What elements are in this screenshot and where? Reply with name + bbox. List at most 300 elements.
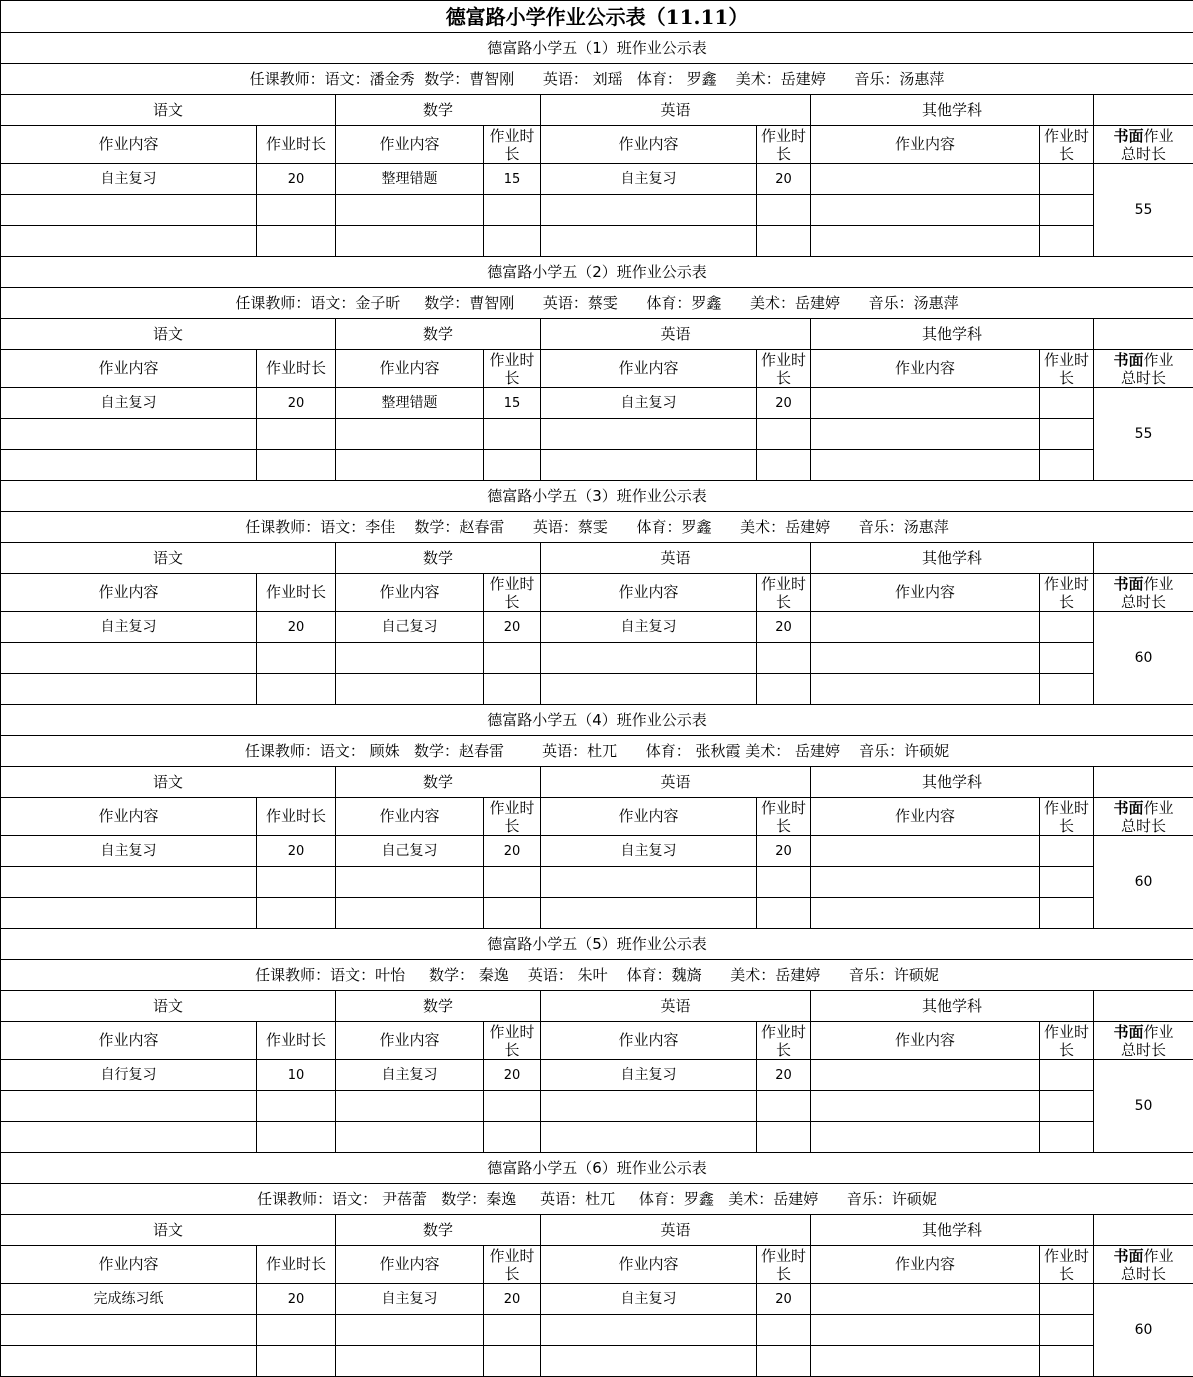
duration-top: 作业时 (489, 1247, 534, 1265)
subject-chinese: 语文 (1, 1215, 336, 1246)
duration-bottom: 长 (776, 593, 791, 611)
total-value: 60 (1094, 612, 1193, 705)
duration-bottom: 长 (504, 817, 519, 835)
subject-row (1, 319, 1193, 350)
header-total (1094, 798, 1193, 836)
subject-blank (1094, 95, 1193, 126)
duration-bottom: 长 (1059, 145, 1074, 163)
math-time: 15 (484, 164, 541, 195)
header-content: 作业内容 (336, 798, 484, 836)
header-content: 作业内容 (541, 350, 757, 388)
total-value: 60 (1094, 836, 1193, 929)
empty-cell (484, 419, 541, 450)
table-row (1, 643, 1193, 674)
header-content: 作业内容 (1, 126, 257, 164)
english-content: 自主复习 (541, 388, 757, 419)
math-content: 整理错题 (336, 164, 484, 195)
subject-english: 英语 (541, 95, 811, 126)
empty-cell (757, 643, 811, 674)
class-header-row (1, 257, 1193, 288)
column-header-row (1, 798, 1193, 836)
empty-cell (484, 643, 541, 674)
other-content (811, 612, 1040, 643)
total-rest: 作业 (1144, 575, 1174, 593)
empty-cell (757, 674, 811, 705)
empty-cell (257, 867, 336, 898)
table-row (1, 419, 1193, 450)
subject-english: 英语 (541, 319, 811, 350)
empty-cell (484, 898, 541, 929)
english-content: 自主复习 (541, 1060, 757, 1091)
empty-cell (336, 195, 484, 226)
header-content: 作业内容 (1, 798, 257, 836)
empty-cell (757, 1091, 811, 1122)
empty-cell (1040, 195, 1094, 226)
empty-cell (336, 898, 484, 929)
column-header-row (1, 574, 1193, 612)
header-content: 作业内容 (336, 126, 484, 164)
header-duration: 作业时长 (257, 126, 336, 164)
empty-cell (257, 1346, 336, 1377)
duration-bottom: 长 (1059, 817, 1074, 835)
empty-cell (811, 674, 1040, 705)
header-content: 作业内容 (811, 1246, 1040, 1284)
class-title: 德富路小学五（6）班作业公示表 (1, 1153, 1193, 1184)
header-duration-wrap (1040, 1246, 1094, 1284)
empty-cell (336, 1091, 484, 1122)
subject-math: 数学 (336, 95, 541, 126)
header-duration-wrap (484, 574, 541, 612)
empty-cell (336, 643, 484, 674)
english-time: 20 (757, 164, 811, 195)
total-bold: 书面 (1114, 127, 1144, 145)
subject-chinese: 语文 (1, 95, 336, 126)
math-time: 15 (484, 388, 541, 419)
duration-bottom: 长 (504, 1041, 519, 1059)
teachers-row (1, 960, 1193, 991)
duration-top: 作业时 (1044, 127, 1089, 145)
empty-cell (757, 1315, 811, 1346)
subject-chinese: 语文 (1, 991, 336, 1022)
class-title: 德富路小学五（4）班作业公示表 (1, 705, 1193, 736)
duration-bottom: 长 (776, 817, 791, 835)
duration-top: 作业时 (761, 799, 806, 817)
header-duration-wrap (484, 350, 541, 388)
table-row (1, 1315, 1193, 1346)
empty-cell (257, 898, 336, 929)
empty-cell (257, 1122, 336, 1153)
duration-bottom: 长 (504, 145, 519, 163)
total-bottom: 总时长 (1121, 145, 1166, 163)
subject-math: 数学 (336, 767, 541, 798)
empty-cell (1040, 226, 1094, 257)
teachers-row (1, 512, 1193, 543)
empty-cell (1, 450, 257, 481)
empty-cell (1, 1091, 257, 1122)
empty-cell (336, 226, 484, 257)
empty-cell (1040, 1346, 1094, 1377)
chinese-content: 自主复习 (1, 612, 257, 643)
duration-bottom: 长 (776, 1265, 791, 1283)
empty-cell (811, 419, 1040, 450)
empty-cell (541, 195, 757, 226)
chinese-time: 20 (257, 164, 336, 195)
subject-blank (1094, 767, 1193, 798)
english-time: 20 (757, 1060, 811, 1091)
header-duration-wrap (484, 126, 541, 164)
total-bottom: 总时长 (1121, 369, 1166, 387)
header-duration-wrap (1040, 350, 1094, 388)
empty-cell (1, 898, 257, 929)
chinese-time: 20 (257, 612, 336, 643)
total-rest: 作业 (1144, 1247, 1174, 1265)
total-value: 55 (1094, 164, 1193, 257)
chinese-time: 10 (257, 1060, 336, 1091)
table-row (1, 1122, 1193, 1153)
empty-cell (1040, 674, 1094, 705)
teachers-row (1, 288, 1193, 319)
header-duration: 作业时长 (257, 798, 336, 836)
header-content: 作业内容 (811, 798, 1040, 836)
subject-other: 其他学科 (811, 767, 1094, 798)
duration-top: 作业时 (489, 127, 534, 145)
table-row (1, 164, 1193, 195)
class-header-row (1, 33, 1193, 64)
empty-cell (541, 1315, 757, 1346)
empty-cell (336, 674, 484, 705)
other-time (1040, 836, 1094, 867)
empty-cell (257, 643, 336, 674)
empty-cell (1040, 1122, 1094, 1153)
total-rest: 作业 (1144, 127, 1174, 145)
chinese-time: 20 (257, 836, 336, 867)
empty-cell (484, 226, 541, 257)
subject-math: 数学 (336, 991, 541, 1022)
other-content (811, 164, 1040, 195)
total-bold: 书面 (1114, 575, 1144, 593)
empty-cell (1, 1346, 257, 1377)
empty-cell (336, 867, 484, 898)
empty-cell (1, 226, 257, 257)
header-duration-wrap (757, 126, 811, 164)
empty-cell (1, 195, 257, 226)
empty-cell (257, 195, 336, 226)
subject-chinese: 语文 (1, 767, 336, 798)
class-title: 德富路小学五（1）班作业公示表 (1, 33, 1193, 64)
empty-cell (811, 1346, 1040, 1377)
empty-cell (757, 898, 811, 929)
subject-english: 英语 (541, 1215, 811, 1246)
empty-cell (484, 195, 541, 226)
empty-cell (484, 1346, 541, 1377)
header-content: 作业内容 (1, 1246, 257, 1284)
english-content: 自主复习 (541, 164, 757, 195)
subject-other: 其他学科 (811, 1215, 1094, 1246)
subject-other: 其他学科 (811, 991, 1094, 1022)
empty-cell (257, 419, 336, 450)
subject-other: 其他学科 (811, 319, 1094, 350)
total-bottom: 总时长 (1121, 593, 1166, 611)
header-content: 作业内容 (1, 350, 257, 388)
table-row (1, 612, 1193, 643)
duration-top: 作业时 (1044, 1023, 1089, 1041)
empty-cell (1040, 1091, 1094, 1122)
subject-row (1, 767, 1193, 798)
table-row (1, 836, 1193, 867)
duration-top: 作业时 (761, 351, 806, 369)
empty-cell (1040, 643, 1094, 674)
math-content: 自己复习 (336, 612, 484, 643)
header-duration-wrap (1040, 1022, 1094, 1060)
class-header-row (1, 705, 1193, 736)
other-time (1040, 1284, 1094, 1315)
empty-cell (811, 1091, 1040, 1122)
empty-cell (257, 674, 336, 705)
header-content: 作业内容 (541, 798, 757, 836)
subject-row (1, 95, 1193, 126)
header-content: 作业内容 (811, 126, 1040, 164)
header-duration-wrap (757, 1246, 811, 1284)
header-duration-wrap (757, 1022, 811, 1060)
empty-cell (1040, 1315, 1094, 1346)
header-content: 作业内容 (811, 574, 1040, 612)
duration-top: 作业时 (761, 127, 806, 145)
other-content (811, 1060, 1040, 1091)
header-content: 作业内容 (811, 350, 1040, 388)
other-content (811, 1284, 1040, 1315)
subject-english: 英语 (541, 991, 811, 1022)
empty-cell (336, 1346, 484, 1377)
duration-bottom: 长 (504, 593, 519, 611)
subject-row (1, 991, 1193, 1022)
header-duration: 作业时长 (257, 1022, 336, 1060)
subject-math: 数学 (336, 319, 541, 350)
chinese-content: 自主复习 (1, 836, 257, 867)
empty-cell (757, 195, 811, 226)
empty-cell (257, 1091, 336, 1122)
chinese-content: 自行复习 (1, 1060, 257, 1091)
subject-chinese: 语文 (1, 319, 336, 350)
empty-cell (257, 450, 336, 481)
header-content: 作业内容 (1, 1022, 257, 1060)
header-duration-wrap (757, 350, 811, 388)
empty-cell (484, 1122, 541, 1153)
duration-top: 作业时 (489, 1023, 534, 1041)
total-bottom: 总时长 (1121, 817, 1166, 835)
total-bold: 书面 (1114, 1023, 1144, 1041)
english-content: 自主复习 (541, 1284, 757, 1315)
empty-cell (484, 1091, 541, 1122)
duration-top: 作业时 (1044, 351, 1089, 369)
other-time (1040, 164, 1094, 195)
teachers-row (1, 64, 1193, 95)
header-duration-wrap (757, 798, 811, 836)
table-row (1, 450, 1193, 481)
empty-cell (1040, 450, 1094, 481)
empty-cell (757, 1122, 811, 1153)
table-row (1, 1060, 1193, 1091)
subject-other: 其他学科 (811, 543, 1094, 574)
duration-top: 作业时 (489, 575, 534, 593)
teachers-line: 任课教师：语文： 尹蓓蕾 数学：秦逸 英语：杜兀 体育：罗鑫 美术：岳建婷 音乐：许硕妮 (1, 1184, 1193, 1215)
header-content: 作业内容 (541, 574, 757, 612)
math-content: 自己复习 (336, 836, 484, 867)
empty-cell (541, 450, 757, 481)
subject-blank (1094, 1215, 1193, 1246)
empty-cell (757, 226, 811, 257)
class-header-row (1, 481, 1193, 512)
empty-cell (541, 1346, 757, 1377)
header-duration-wrap (1040, 798, 1094, 836)
duration-top: 作业时 (1044, 1247, 1089, 1265)
empty-cell (811, 450, 1040, 481)
empty-cell (1, 1315, 257, 1346)
empty-cell (336, 419, 484, 450)
table-row (1, 195, 1193, 226)
duration-top: 作业时 (489, 799, 534, 817)
teachers-line: 任课教师：语文： 顾姝 数学：赵春雷 英语：杜兀 体育： 张秋霞 美术： 岳建婷 音乐：许硕妮 (1, 736, 1193, 767)
header-total (1094, 350, 1193, 388)
header-duration: 作业时长 (257, 1246, 336, 1284)
header-content: 作业内容 (1, 574, 257, 612)
total-bottom: 总时长 (1121, 1041, 1166, 1059)
header-duration-wrap (1040, 574, 1094, 612)
empty-cell (257, 226, 336, 257)
empty-cell (257, 1315, 336, 1346)
header-content: 作业内容 (336, 574, 484, 612)
math-time: 20 (484, 612, 541, 643)
empty-cell (1040, 419, 1094, 450)
table-row (1, 867, 1193, 898)
duration-bottom: 长 (1059, 593, 1074, 611)
english-time: 20 (757, 1284, 811, 1315)
subject-chinese: 语文 (1, 543, 336, 574)
column-header-row (1, 1246, 1193, 1284)
empty-cell (541, 867, 757, 898)
header-content: 作业内容 (541, 126, 757, 164)
empty-cell (541, 898, 757, 929)
empty-cell (484, 450, 541, 481)
header-total (1094, 574, 1193, 612)
empty-cell (757, 419, 811, 450)
table-row (1, 226, 1193, 257)
subject-blank (1094, 991, 1193, 1022)
header-duration: 作业时长 (257, 574, 336, 612)
math-time: 20 (484, 836, 541, 867)
empty-cell (757, 1346, 811, 1377)
subject-row (1, 543, 1193, 574)
subject-blank (1094, 543, 1193, 574)
duration-bottom: 长 (776, 1041, 791, 1059)
sheet-title: 德富路小学作业公示表（11.11） (1, 1, 1193, 33)
empty-cell (757, 867, 811, 898)
empty-cell (811, 898, 1040, 929)
empty-cell (541, 226, 757, 257)
empty-cell (811, 643, 1040, 674)
teachers-row (1, 1184, 1193, 1215)
chinese-content: 自主复习 (1, 388, 257, 419)
table-row (1, 1284, 1193, 1315)
empty-cell (1040, 867, 1094, 898)
duration-top: 作业时 (489, 351, 534, 369)
chinese-time: 20 (257, 1284, 336, 1315)
header-duration-wrap (1040, 126, 1094, 164)
header-content: 作业内容 (336, 1246, 484, 1284)
empty-cell (541, 674, 757, 705)
duration-top: 作业时 (1044, 799, 1089, 817)
header-content: 作业内容 (336, 350, 484, 388)
empty-cell (1, 1122, 257, 1153)
duration-bottom: 长 (504, 1265, 519, 1283)
duration-top: 作业时 (761, 1247, 806, 1265)
subject-row (1, 1215, 1193, 1246)
column-header-row (1, 126, 1193, 164)
empty-cell (541, 1091, 757, 1122)
empty-cell (1, 674, 257, 705)
duration-bottom: 长 (1059, 1265, 1074, 1283)
math-content: 自主复习 (336, 1284, 484, 1315)
math-content: 整理错题 (336, 388, 484, 419)
table-row (1, 1091, 1193, 1122)
subject-math: 数学 (336, 1215, 541, 1246)
header-duration-wrap (484, 1246, 541, 1284)
duration-bottom: 长 (1059, 369, 1074, 387)
empty-cell (484, 867, 541, 898)
empty-cell (336, 450, 484, 481)
empty-cell (541, 1122, 757, 1153)
empty-cell (1, 419, 257, 450)
duration-top: 作业时 (761, 575, 806, 593)
subject-english: 英语 (541, 543, 811, 574)
header-duration-wrap (757, 574, 811, 612)
other-time (1040, 612, 1094, 643)
english-time: 20 (757, 612, 811, 643)
other-content (811, 836, 1040, 867)
teachers-line: 任课教师：语文：金子昕 数学：曹智刚 英语：蔡雯 体育：罗鑫 美术：岳建婷 音乐：汤惠萍 (1, 288, 1193, 319)
table-row (1, 1346, 1193, 1377)
duration-top: 作业时 (761, 1023, 806, 1041)
empty-cell (811, 1315, 1040, 1346)
table-row (1, 388, 1193, 419)
class-header-row (1, 1153, 1193, 1184)
teachers-line: 任课教师：语文：叶怡 数学： 秦逸 英语： 朱叶 体育：魏旖 美术：岳建婷 音乐：许硕妮 (1, 960, 1193, 991)
header-content: 作业内容 (541, 1246, 757, 1284)
teachers-row (1, 736, 1193, 767)
total-rest: 作业 (1144, 1023, 1174, 1041)
class-title: 德富路小学五（2）班作业公示表 (1, 257, 1193, 288)
subject-english: 英语 (541, 767, 811, 798)
math-time: 20 (484, 1060, 541, 1091)
empty-cell (336, 1315, 484, 1346)
empty-cell (811, 1122, 1040, 1153)
english-content: 自主复习 (541, 836, 757, 867)
total-bold: 书面 (1114, 799, 1144, 817)
empty-cell (1040, 898, 1094, 929)
empty-cell (541, 643, 757, 674)
subject-other: 其他学科 (811, 95, 1094, 126)
chinese-content: 完成练习纸 (1, 1284, 257, 1315)
teachers-line: 任课教师：语文：潘金秀 数学：曹智刚 英语： 刘瑶 体育： 罗鑫 美术：岳建婷 音乐：汤惠萍 (1, 64, 1193, 95)
header-total (1094, 1022, 1193, 1060)
class-title: 德富路小学五（3）班作业公示表 (1, 481, 1193, 512)
empty-cell (541, 419, 757, 450)
subject-blank (1094, 319, 1193, 350)
column-header-row (1, 350, 1193, 388)
empty-cell (811, 195, 1040, 226)
header-content: 作业内容 (336, 1022, 484, 1060)
header-duration-wrap (484, 798, 541, 836)
empty-cell (811, 226, 1040, 257)
